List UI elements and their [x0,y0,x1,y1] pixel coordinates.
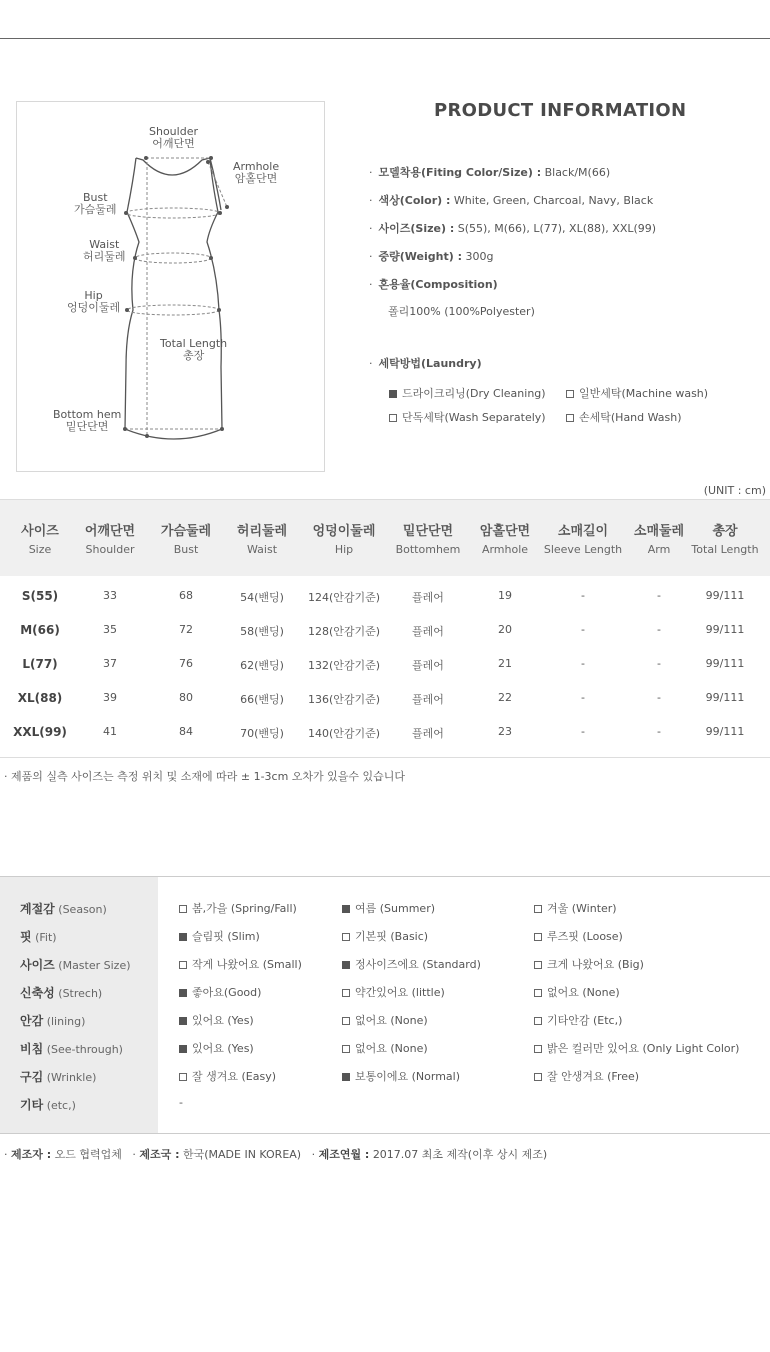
attribute-label-ko: 비침 [20,1042,44,1056]
attribute-option [342,956,481,972]
attribute-option [179,1068,276,1084]
attribute-label-ko: 사이즈 [20,958,55,972]
laundry-dry-cleaning: 드라이크리닝(Dry Cleaning) [389,385,546,401]
size-header-ko: 암홀단면 [479,524,531,539]
size-cell: 99/111 [705,725,745,738]
attribute-label [20,928,57,945]
attribute-option [342,1040,428,1056]
unit-label: (UNIT : cm) [703,484,766,497]
attribute-label [20,1068,96,1085]
checkbox-checked-icon [179,989,187,997]
attribute-label-en: (See-through) [46,1043,123,1056]
checkbox-checked-icon [179,1045,187,1053]
attribute-option-label: 있어요 (Yes) [192,1042,254,1055]
size-header-en: Armhole [481,543,529,556]
size-cell: - [657,657,661,670]
checkbox-checked-icon [342,961,350,969]
manufacturer-info: · 제조자 : 오드 협력업체 · 제조국 : 한국(MADE IN KOREA) · 제조연월 : 2017.07 최초 제작(이후 상시 제조) [4,1148,548,1161]
size-cell: 22 [498,691,512,704]
attribute-option [534,928,623,944]
size-cell: 플레어 [412,659,444,672]
checkbox-empty-icon [566,390,574,398]
attribute-label [20,1096,76,1113]
size-cell: - [581,657,585,670]
attribute-option-label: 약간있어요 (little) [355,986,445,999]
attribute-option [342,1068,460,1084]
attribute-label-en: (Fit) [35,931,57,944]
attribute-label-ko: 기타 [20,1098,44,1112]
attribute-option-label: 있어요 (Yes) [192,1014,254,1027]
attribute-option-label: 밝은 컬러만 있어요 (Only Light Color) [547,1042,740,1055]
size-cell: - [657,589,661,602]
size-header-en: Hip [334,543,354,556]
attribute-option-label: 기타안감 (Etc,) [547,1014,623,1027]
size-cell: 39 [103,691,117,704]
size-cell: 99/111 [705,623,745,636]
attribute-option-label: 작게 나왔어요 (Small) [192,958,302,971]
attribute-option-label: 루즈핏 (Loose) [547,930,623,943]
size-cell: 128(안감기준) [307,625,381,638]
attribute-option [534,900,617,916]
laundry-wash-separately: 단독세탁(Wash Separately) [389,409,546,425]
attribute-option [534,1040,739,1056]
size-cell: 76 [179,657,193,670]
size-cell: 35 [103,623,117,636]
size-cell: 19 [498,589,512,602]
size-header-ko: 허리둘레 [236,524,288,539]
size-cell: 66(밴딩) [240,693,284,706]
checkbox-empty-icon [566,414,574,422]
attribute-option-label: 없어요 (None) [355,1014,428,1027]
size-row-label: XXL(99) [13,725,67,739]
attribute-label [20,984,102,1001]
composition-value: 폴리100% (100%Polyester) [388,305,535,318]
size-cell: 41 [103,725,117,738]
size-header-en: Size [28,543,52,556]
attribute-option-label: 없어요 (None) [355,1042,428,1055]
attribute-option [534,1068,639,1084]
checkbox-empty-icon [534,961,542,969]
size-cell: 플레어 [412,591,444,604]
size-header-ko: 소매길이 [557,524,609,539]
size-header-ko: 사이즈 [21,524,59,539]
size-header-en: Bottomhem [395,543,461,556]
attribute-label [20,1012,85,1029]
attribute-label-en: (Strech) [58,987,103,1000]
attribute-label-en: (Master Size) [58,959,131,972]
info-row-size: · 사이즈(Size) : S(55), M(66), L(77), XL(88), XXL(99) [369,222,657,235]
size-cell: 54(밴딩) [240,591,284,604]
laundry-machine-wash: 일반세탁(Machine wash) [566,385,708,401]
checkbox-checked-icon [179,1017,187,1025]
size-header-en: Arm [647,543,671,556]
attribute-option [179,928,260,944]
size-header-ko: 엉덩이둘레 [312,524,376,539]
laundry-title: · 세탁방법(Laundry) [369,357,482,370]
size-row-label: XL(88) [17,691,63,705]
size-header-ko: 가슴둘레 [160,524,212,539]
label-waist: Waist 허리둘레 [83,238,126,263]
product-info-title: PRODUCT INFORMATION [434,100,687,121]
attribute-label [20,900,107,917]
label-bottom-hem: Bottom hem 밑단단면 [53,408,122,433]
label-total-length: Total Length 총장 [160,337,228,362]
attribute-option-label: 보통이에요 (Normal) [355,1070,461,1083]
attribute-label-ko: 구김 [20,1070,44,1084]
size-row-label: S(55) [21,589,59,603]
attribute-option [342,928,428,944]
attribute-label-ko: 핏 [20,930,32,944]
checkbox-empty-icon [342,989,350,997]
top-divider [0,38,770,39]
size-note: · 제품의 실측 사이즈는 측정 위치 및 소재에 따라 ± 1-3cm 오차가 있을수 있습니다 [4,770,406,783]
size-cell: 23 [498,725,512,738]
size-cell: 80 [179,691,193,704]
attribute-option-label: 슬림핏 (Slim) [192,930,260,943]
size-header-en: Waist [246,543,278,556]
label-bust: Bust 가슴둘레 [74,191,117,216]
size-cell: 99/111 [705,589,745,602]
attribute-option [179,984,261,1000]
checkbox-empty-icon [342,933,350,941]
size-cell: - [581,725,585,738]
checkbox-empty-icon [534,905,542,913]
size-cell: - [657,623,661,636]
checkbox-empty-icon [179,905,187,913]
size-cell: 플레어 [412,625,444,638]
size-header-ko: 소매둘레 [633,524,685,539]
checkbox-empty-icon [179,961,187,969]
attribute-option-label: 정사이즈에요 (Standard) [355,958,481,971]
size-cell: 99/111 [705,691,745,704]
attribute-label-en: (Wrinkle) [46,1071,97,1084]
size-header-en: Bust [173,543,199,556]
label-shoulder: Shoulder 어깨단면 [149,125,198,150]
size-cell: 136(안감기준) [307,693,381,706]
attribute-label [20,1040,123,1057]
attribute-option-label: 잘 안생겨요 (Free) [547,1070,640,1083]
size-cell: 37 [103,657,117,670]
size-cell: 20 [498,623,512,636]
attributes-bottom-border [0,1133,770,1134]
size-cell: 72 [179,623,193,636]
attribute-option [342,900,435,916]
checkbox-empty-icon [534,933,542,941]
checkbox-empty-icon [179,1073,187,1081]
attribute-option-label: 봄,가을 (Spring/Fall) [192,902,297,915]
attribute-option-label: 좋아요(Good) [192,986,262,999]
attribute-option-label: 크게 나왔어요 (Big) [547,958,644,971]
attribute-label-ko: 안감 [20,1014,44,1028]
size-cell: 140(안감기준) [307,727,381,740]
size-header-en: Shoulder [85,543,135,556]
attribute-option [179,900,297,916]
size-header-en: Sleeve Length [543,543,623,556]
attribute-option [534,1012,622,1028]
attribute-label-ko: 계절감 [20,902,55,916]
attribute-option-label: 기본핏 (Basic) [355,930,429,943]
attribute-option-label: 없어요 (None) [547,986,620,999]
info-row-weight: · 중량(Weight) : 300g [369,250,494,263]
attribute-label [20,956,131,973]
attribute-etc-value: - [179,1096,183,1109]
size-cell: 플레어 [412,693,444,706]
checkbox-checked-icon [342,905,350,913]
size-cell: 68 [179,589,193,602]
size-cell: 132(안감기준) [307,659,381,672]
size-header-ko: 총장 [712,524,738,539]
info-row-color: · 색상(Color) : White, Green, Charcoal, Navy, Black [369,194,654,207]
attribute-option [179,1040,254,1056]
attribute-option [342,984,445,1000]
size-cell: 84 [179,725,193,738]
attribute-option [342,1012,428,1028]
size-cell: - [581,623,585,636]
info-row-composition: · 혼용율(Composition) [369,278,498,291]
size-header-ko: 어깨단면 [84,524,136,539]
size-table-bottom-border [0,757,770,758]
attribute-option-label: 여름 (Summer) [355,902,436,915]
checkbox-empty-icon [534,1017,542,1025]
size-cell: 플레어 [412,727,444,740]
attribute-option [534,956,644,972]
label-hip: Hip 엉덩이둘레 [67,289,121,314]
size-row-label: L(77) [22,657,58,671]
checkbox-checked-icon [389,390,397,398]
checkbox-empty-icon [342,1017,350,1025]
size-header-en: Total Length [691,543,759,556]
attribute-label-en: (etc,) [46,1099,76,1112]
checkbox-empty-icon [389,414,397,422]
size-cell: 33 [103,589,117,602]
laundry-hand-wash: 손세탁(Hand Wash) [566,409,682,425]
attribute-option-label: 잘 생겨요 (Easy) [192,1070,277,1083]
size-cell: - [657,725,661,738]
attribute-option [179,1012,254,1028]
size-row-label: M(66) [20,623,60,637]
size-cell: 99/111 [705,657,745,670]
size-cell: - [657,691,661,704]
size-header-ko: 밑단단면 [402,524,454,539]
checkbox-empty-icon [342,1045,350,1053]
size-cell: 21 [498,657,512,670]
attribute-option [534,984,620,1000]
attribute-label-ko: 신축성 [20,986,55,1000]
size-cell: 58(밴딩) [240,625,284,638]
measurement-diagram [16,101,325,472]
size-cell: - [581,589,585,602]
checkbox-checked-icon [342,1073,350,1081]
attribute-option [179,956,302,972]
label-armhole: Armhole 암홀단면 [233,160,280,185]
size-cell: - [581,691,585,704]
attribute-option-label: 겨울 (Winter) [547,902,617,915]
size-cell: 70(밴딩) [240,727,284,740]
attribute-label-en: (lining) [46,1015,86,1028]
checkbox-empty-icon [534,989,542,997]
checkbox-empty-icon [534,1045,542,1053]
checkbox-checked-icon [179,933,187,941]
checkbox-empty-icon [534,1073,542,1081]
size-cell: 62(밴딩) [240,659,284,672]
info-row-model: · 모델착용(Fiting Color/Size) : Black/M(66) [369,166,611,179]
attribute-label-en: (Season) [58,903,107,916]
size-cell: 124(안감기준) [307,591,381,604]
